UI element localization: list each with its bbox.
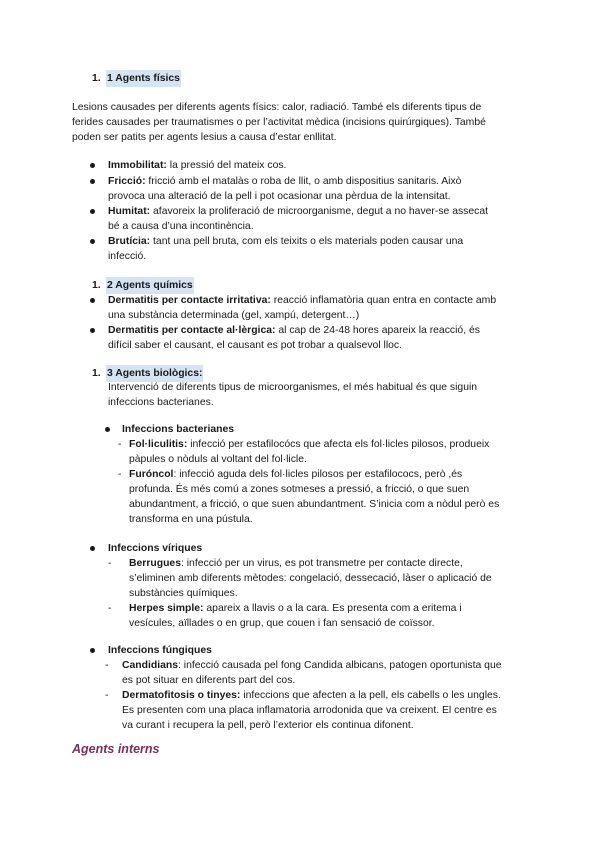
list-item (122, 688, 501, 703)
definition-cont: vesícules, aïllades o en grup, que couen i fan sensació de coïssor. (129, 618, 435, 629)
definition-cont: infecció. (108, 251, 147, 262)
section-heading-fisics: 1 Agents físics (106, 70, 181, 87)
section-number: 1. (92, 73, 101, 84)
bullet-icon (90, 163, 95, 168)
intro-line: Lesions causades per diferents agents físics: calor, radiació. També els diferents tipus de (72, 102, 482, 113)
term: Berrugues (129, 558, 181, 569)
list-item (108, 234, 463, 249)
subsection-heading: Infeccions fúngiques (108, 645, 212, 656)
section-number: 1. (92, 280, 101, 291)
definition: al cap de 24-48 hores apareix la reacció, és (275, 325, 480, 336)
definition: infecció per estafilocócs que afecta els fol·licles pilosos, produeix (187, 439, 490, 450)
bullet-icon (90, 239, 95, 244)
definition: apareix a llavis o a la cara. Es presenta com a eritema i (203, 603, 462, 614)
definition-cont: Es presenten com una placa inflamatoria arrodonida que va creixent. El centre es (122, 705, 497, 716)
intro-line: ferides causades per traumatismes o per l’activitat mèdica (incisions quirúrgiques). També (72, 117, 486, 128)
list-item (129, 601, 462, 616)
list-item (108, 158, 286, 173)
dash-icon: - (108, 603, 112, 614)
bio-intro-line: infeccions bacterianes. (108, 397, 214, 408)
definition-cont: una substància determinada (gel, xampú, detergent…) (108, 310, 360, 321)
term: Dermatitis per contacte irritativa: (108, 295, 271, 306)
list-item (129, 556, 463, 571)
definition-cont: provoca una alteració de la pell i pot ocasionar una pèrdua de la intensitat. (108, 191, 451, 202)
term: Fricció: (108, 176, 146, 187)
intro-line: poden ser patits per agents lesius a causa d’estar enllitat. (72, 132, 337, 143)
definition-cont: profunda. És més comú a zones sotmeses a pressió, a fricció, o que suen (129, 484, 470, 495)
term: Candidians (122, 660, 179, 671)
term: Brutícia: (108, 236, 151, 247)
list-item (129, 467, 462, 482)
dash-icon: - (118, 469, 122, 480)
list-item (122, 658, 502, 673)
definition: tant una pell bruta, com els teixits o els materials poden causar una (150, 236, 464, 247)
definition-cont: transforma en una pústula. (129, 514, 253, 525)
definition: infeccions que afecten a la pell, els cabells o les ungles. (240, 690, 501, 701)
bullet-icon (90, 546, 95, 551)
term: Furóncol (129, 469, 174, 480)
definition-cont: es pot situar en diferents part del cos. (122, 675, 296, 686)
definition: reacció inflamatòria quan entra en contacte amb (270, 295, 497, 306)
definition: : infecció causada pel fong Candida albicans, patogen oportunista que (178, 660, 502, 671)
definition-cont: bé a causa d’una incontinència. (108, 221, 254, 232)
dash-icon: - (108, 558, 112, 569)
bullet-icon (90, 648, 95, 653)
term: Dermatitis per contacte al·lèrgica: (108, 325, 276, 336)
dash-icon: - (105, 660, 109, 671)
subsection-heading: Infeccions víriques (108, 543, 203, 554)
term: Fol·liculitis: (129, 439, 188, 450)
definition: la pressió del mateix cos. (166, 160, 287, 171)
section-number: 1. (92, 368, 101, 379)
subsection-heading: Infeccions bacterianes (122, 424, 235, 435)
term: Humitat: (108, 206, 151, 217)
definition: : infecció aguda dels fol·licles pilosos per estafilococs, però ,és (173, 469, 463, 480)
definition-cont: difícil saber el causant, el causant es pot trobar a qualsevol lloc. (108, 340, 402, 351)
bullet-icon (105, 427, 110, 432)
definition-cont: s’eliminen amb diferents mètodes: congelació, dessecació, làser o aplicació de (129, 573, 492, 584)
dash-icon: - (105, 690, 109, 701)
definition-cont: abundantment, a fricció, o que suen abundantment. S’inicia com a nòdul però es (129, 499, 500, 510)
definition: fricció amb el matalàs o roba de llit, o amb dispositius sanitaris. Això (145, 176, 462, 187)
definition: afavoreix la proliferació de microorganisme, degut a no haver-se assecat (150, 206, 489, 217)
list-item (129, 437, 489, 452)
bio-intro-line: Intervenció de diferents tipus de microorganismes, el més habitual és que siguin (108, 382, 478, 393)
bullet-icon (90, 298, 95, 303)
term: Dermatofitosis o tinyes: (122, 690, 241, 701)
dash-icon: - (118, 439, 122, 450)
term: Immobilitat: (108, 160, 167, 171)
bullet-icon (90, 209, 95, 214)
definition-cont: va curant i recupera la pell, però l’exterior els continua difonent. (122, 720, 414, 731)
section-heading-quimics: 2 Agents químics (106, 277, 194, 294)
definition: : infecció per un virus, es pot transmetre per contacte directe, (180, 558, 463, 569)
definition-cont: pàpules o nòduls al voltant del fol·licle. (129, 454, 307, 465)
list-item (108, 174, 461, 189)
list-item (108, 293, 496, 308)
section-title-interns: Agents interns (72, 742, 160, 756)
definition-cont: substàncies químiques. (129, 588, 238, 599)
term: Herpes simple: (129, 603, 204, 614)
bullet-icon (90, 328, 95, 333)
list-item (108, 204, 488, 219)
section-heading-biologics: 3 Agents biològics: (106, 365, 203, 382)
list-item (108, 323, 480, 338)
bullet-icon (90, 179, 95, 184)
